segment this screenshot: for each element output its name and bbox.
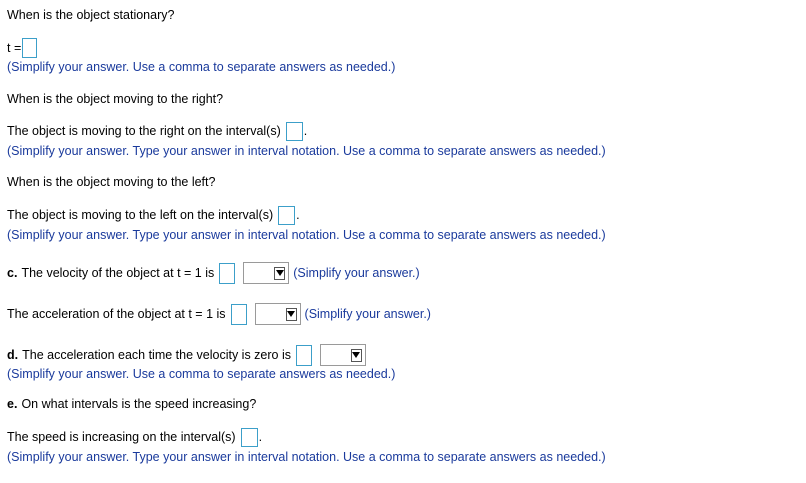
velocity-row — [7, 262, 420, 284]
t-equals-label: t = — [7, 40, 22, 55]
acceleration-prompt: The acceleration of the object at t = 1 is — [7, 306, 226, 321]
accel-velocity-zero-row — [7, 344, 366, 366]
speed-hint: (Simplify your answer. Type your answer in interval notation. Use a comma to separate answers as needed.) — [7, 450, 606, 464]
acceleration-hint: (Simplify your answer.) — [304, 306, 431, 321]
accel-velocity-zero-prompt: The acceleration each time the velocity is zero is — [22, 347, 291, 362]
acceleration-input[interactable] — [231, 304, 247, 325]
velocity-input[interactable] — [219, 263, 235, 284]
left-period: . — [296, 208, 300, 222]
right-prompt: The object is moving to the right on the interval(s) — [7, 124, 281, 138]
accel-velocity-zero-units-dropdown[interactable] — [320, 344, 366, 366]
stationary-answer-input[interactable] — [22, 38, 37, 58]
dropdown-arrow-icon — [274, 267, 285, 280]
stationary-hint: (Simplify your answer. Use a comma to separate answers as needed.) — [7, 60, 396, 74]
speed-question: e. On what intervals is the speed increasing? — [7, 397, 257, 411]
left-hint: (Simplify your answer. Type your answer in interval notation. Use a comma to separate answers as needed.) — [7, 228, 606, 242]
speed-interval-input[interactable] — [241, 428, 258, 447]
velocity-units-dropdown[interactable] — [243, 262, 289, 284]
speed-prompt: The speed is increasing on the interval(s) — [7, 430, 236, 444]
part-c-label: c. — [7, 265, 18, 280]
velocity-hint: (Simplify your answer.) — [293, 265, 420, 280]
acceleration-row — [7, 303, 431, 325]
dropdown-arrow-icon — [286, 308, 297, 321]
right-answer-row — [7, 122, 307, 141]
part-e-label: e. — [7, 397, 18, 411]
left-question: When is the object moving to the left? — [7, 175, 216, 189]
part-d-hint: (Simplify your answer. Use a comma to separate answers as needed.) — [7, 367, 396, 381]
acceleration-units-dropdown[interactable] — [255, 303, 301, 325]
right-interval-input[interactable] — [286, 122, 303, 141]
dropdown-arrow-icon — [351, 349, 362, 362]
stationary-answer-row — [7, 38, 38, 58]
left-prompt: The object is moving to the left on the interval(s) — [7, 208, 274, 222]
part-d-label: d. — [7, 347, 19, 362]
speed-answer-row — [7, 428, 262, 447]
right-question: When is the object moving to the right? — [7, 92, 224, 106]
velocity-prompt: The velocity of the object at t = 1 is — [21, 265, 215, 280]
speed-period: . — [258, 430, 263, 444]
left-answer-row — [7, 206, 300, 225]
accel-velocity-zero-input[interactable] — [296, 345, 312, 366]
left-interval-input[interactable] — [278, 206, 295, 225]
right-hint: (Simplify your answer. Type your answer in interval notation. Use a comma to separate answers as needed.) — [7, 144, 606, 158]
stationary-question: When is the object stationary? — [7, 8, 175, 22]
right-period: . — [303, 124, 308, 138]
